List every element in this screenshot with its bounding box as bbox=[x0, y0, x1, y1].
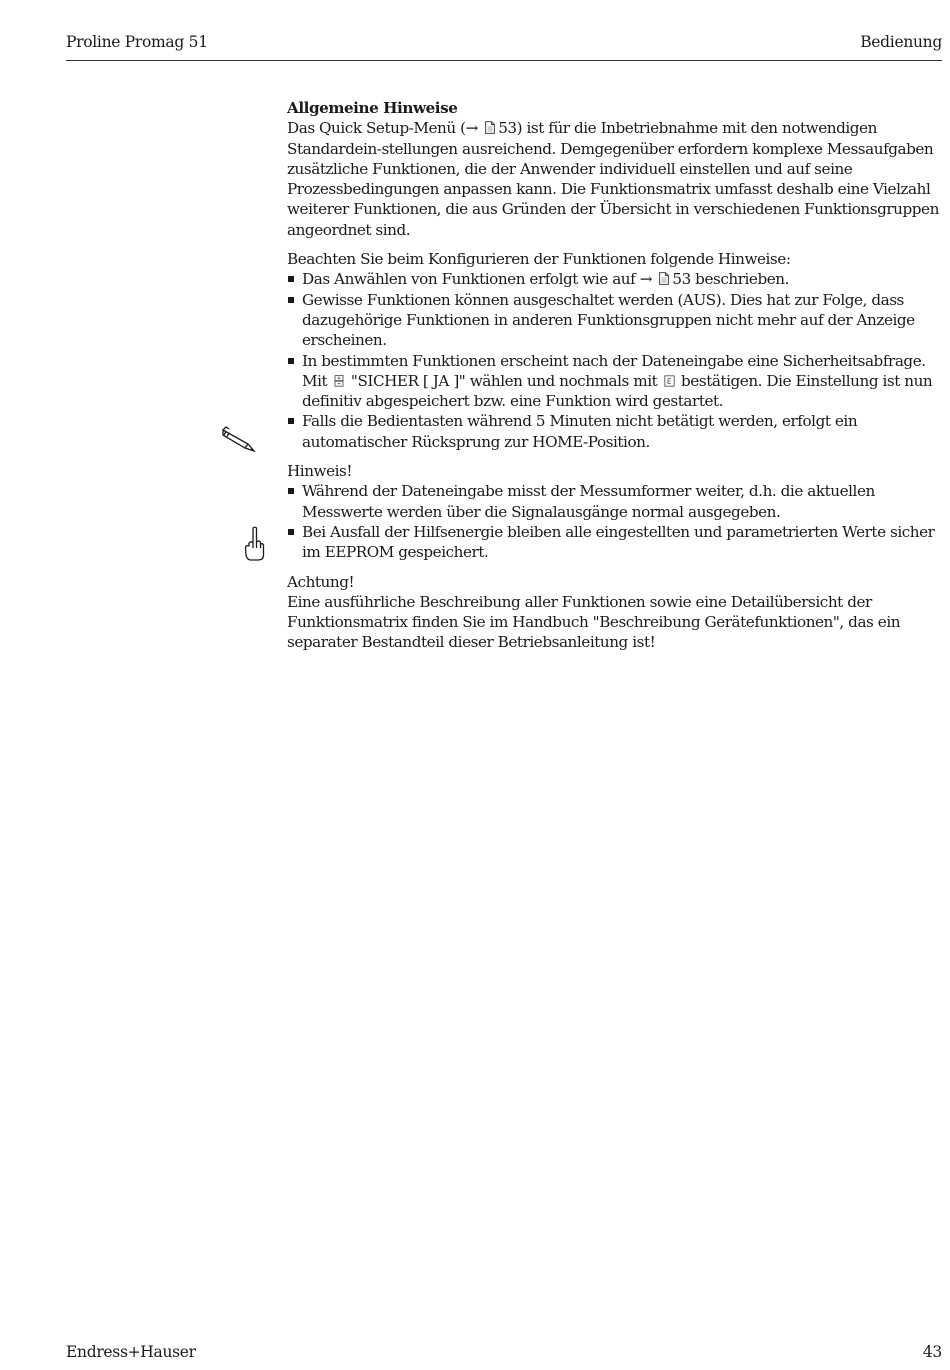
bullet-square-icon bbox=[288, 488, 294, 494]
bullet-4-text: Falls die Bedientasten während 5 Minuten nicht betätigt werden, erfolgt ein automatischer Rücksprung zur HOME-Position. bbox=[302, 412, 858, 451]
main-content bbox=[287, 98, 943, 653]
caution-text: Eine ausführliche Beschreibung aller Funktionen sowie eine Detailübersicht der Funktionsmatrix finden Sie im Handbuch "Beschreibung Gerätefunktionen", das ein separater Bestandteil dieser Betriebsanleitung ist! bbox=[287, 592, 901, 652]
bullet-3-text-1: Mit bbox=[302, 371, 332, 390]
footer-company: Endress+Hauser bbox=[66, 1343, 196, 1361]
bullet-1-text-2: beschrieben. bbox=[690, 270, 789, 289]
bullet-3-text-3: bestätigen. Die Einstellung ist nun definitiv abgespeichert bzw. eine Funktion wird gestartet. bbox=[302, 371, 933, 411]
hints-block bbox=[287, 249, 943, 452]
bullet-square-icon bbox=[288, 529, 294, 535]
enter-key-icon bbox=[664, 375, 675, 387]
page-number: 43 bbox=[922, 1343, 942, 1361]
pencil-icon bbox=[221, 424, 259, 452]
intro-text-1: Das Quick Setup-Menü (→ bbox=[287, 119, 483, 138]
hints-lead: Beachten Sie beim Konfigurieren der Funktionen folgende Hinweise: bbox=[287, 250, 791, 269]
page-header bbox=[66, 32, 942, 61]
bullet-square-icon bbox=[288, 418, 294, 424]
document-title: Proline Promag 51 bbox=[66, 33, 208, 51]
list-item bbox=[287, 411, 943, 452]
bullet-square-icon bbox=[288, 358, 294, 364]
note-item-2: Bei Ausfall der Hilfsenergie bleiben alle eingestellten und parametrierten Werte sicher im EEPROM gespeichert. bbox=[302, 522, 935, 562]
list-item bbox=[287, 351, 943, 412]
list-item bbox=[287, 481, 943, 522]
hints-list bbox=[287, 269, 943, 452]
bullet-square-icon bbox=[288, 276, 294, 282]
note-list bbox=[287, 481, 943, 562]
section-heading: Allgemeine Hinweise bbox=[287, 99, 458, 117]
chapter-title: Bedienung bbox=[860, 33, 942, 51]
bullet-1-page-ref[interactable]: 53 bbox=[672, 270, 691, 289]
bullet-1-text-1: Das Anwählen von Funktionen erfolgt wie auf → bbox=[302, 270, 657, 289]
note-item-1: Während der Dateneingabe misst der Messumformer weiter, d.h. die aktuellen Messwerte werden über die Signalausgänge normal ausgegeben. bbox=[302, 482, 875, 521]
caution-label: Achtung! bbox=[287, 572, 355, 591]
plus-minus-key-icon bbox=[334, 375, 345, 387]
list-item bbox=[287, 269, 943, 289]
intro-page-ref[interactable]: 53 bbox=[498, 119, 517, 138]
bullet-3-line-1: In bestimmten Funktionen erscheint nach der Dateneingabe eine Sicherheitsabfrage. bbox=[302, 351, 926, 370]
intro-paragraph bbox=[287, 118, 943, 240]
caution-block bbox=[287, 572, 943, 653]
note-label: Hinweis! bbox=[287, 462, 353, 481]
pointing-hand-icon bbox=[244, 526, 266, 562]
page-reference-icon bbox=[485, 121, 495, 134]
note-block bbox=[287, 461, 943, 562]
bullet-3-text-2: "SICHER [ JA ]" wählen und nochmals mit bbox=[346, 371, 662, 390]
intro-text-2: ) ist für die Inbetriebnahme mit den notwendigen Standardein-stellungen ausreichend. Demgegenüber erfordern komplexe Messaufgaben zusätzliche Funktionen, die der Anwender individuell einstellen und auf seine Prozessbedingungen anpassen kann. Die Funktionsmatrix umfasst deshalb eine Vielzahl weiterer Funktionen, die aus Gründen der Übersicht in verschiedenen Funktionsgruppen angeordnet sind. bbox=[287, 119, 939, 239]
list-item bbox=[287, 290, 943, 351]
bullet-square-icon bbox=[288, 297, 294, 303]
bullet-2-text: Gewisse Funktionen können ausgeschaltet werden (AUS). Dies hat zur Folge, dass dazugehörige Funktionen in anderen Funktionsgruppen nicht mehr auf der Anzeige erscheinen. bbox=[302, 290, 915, 350]
page-reference-icon bbox=[659, 272, 669, 285]
list-item bbox=[287, 522, 943, 563]
